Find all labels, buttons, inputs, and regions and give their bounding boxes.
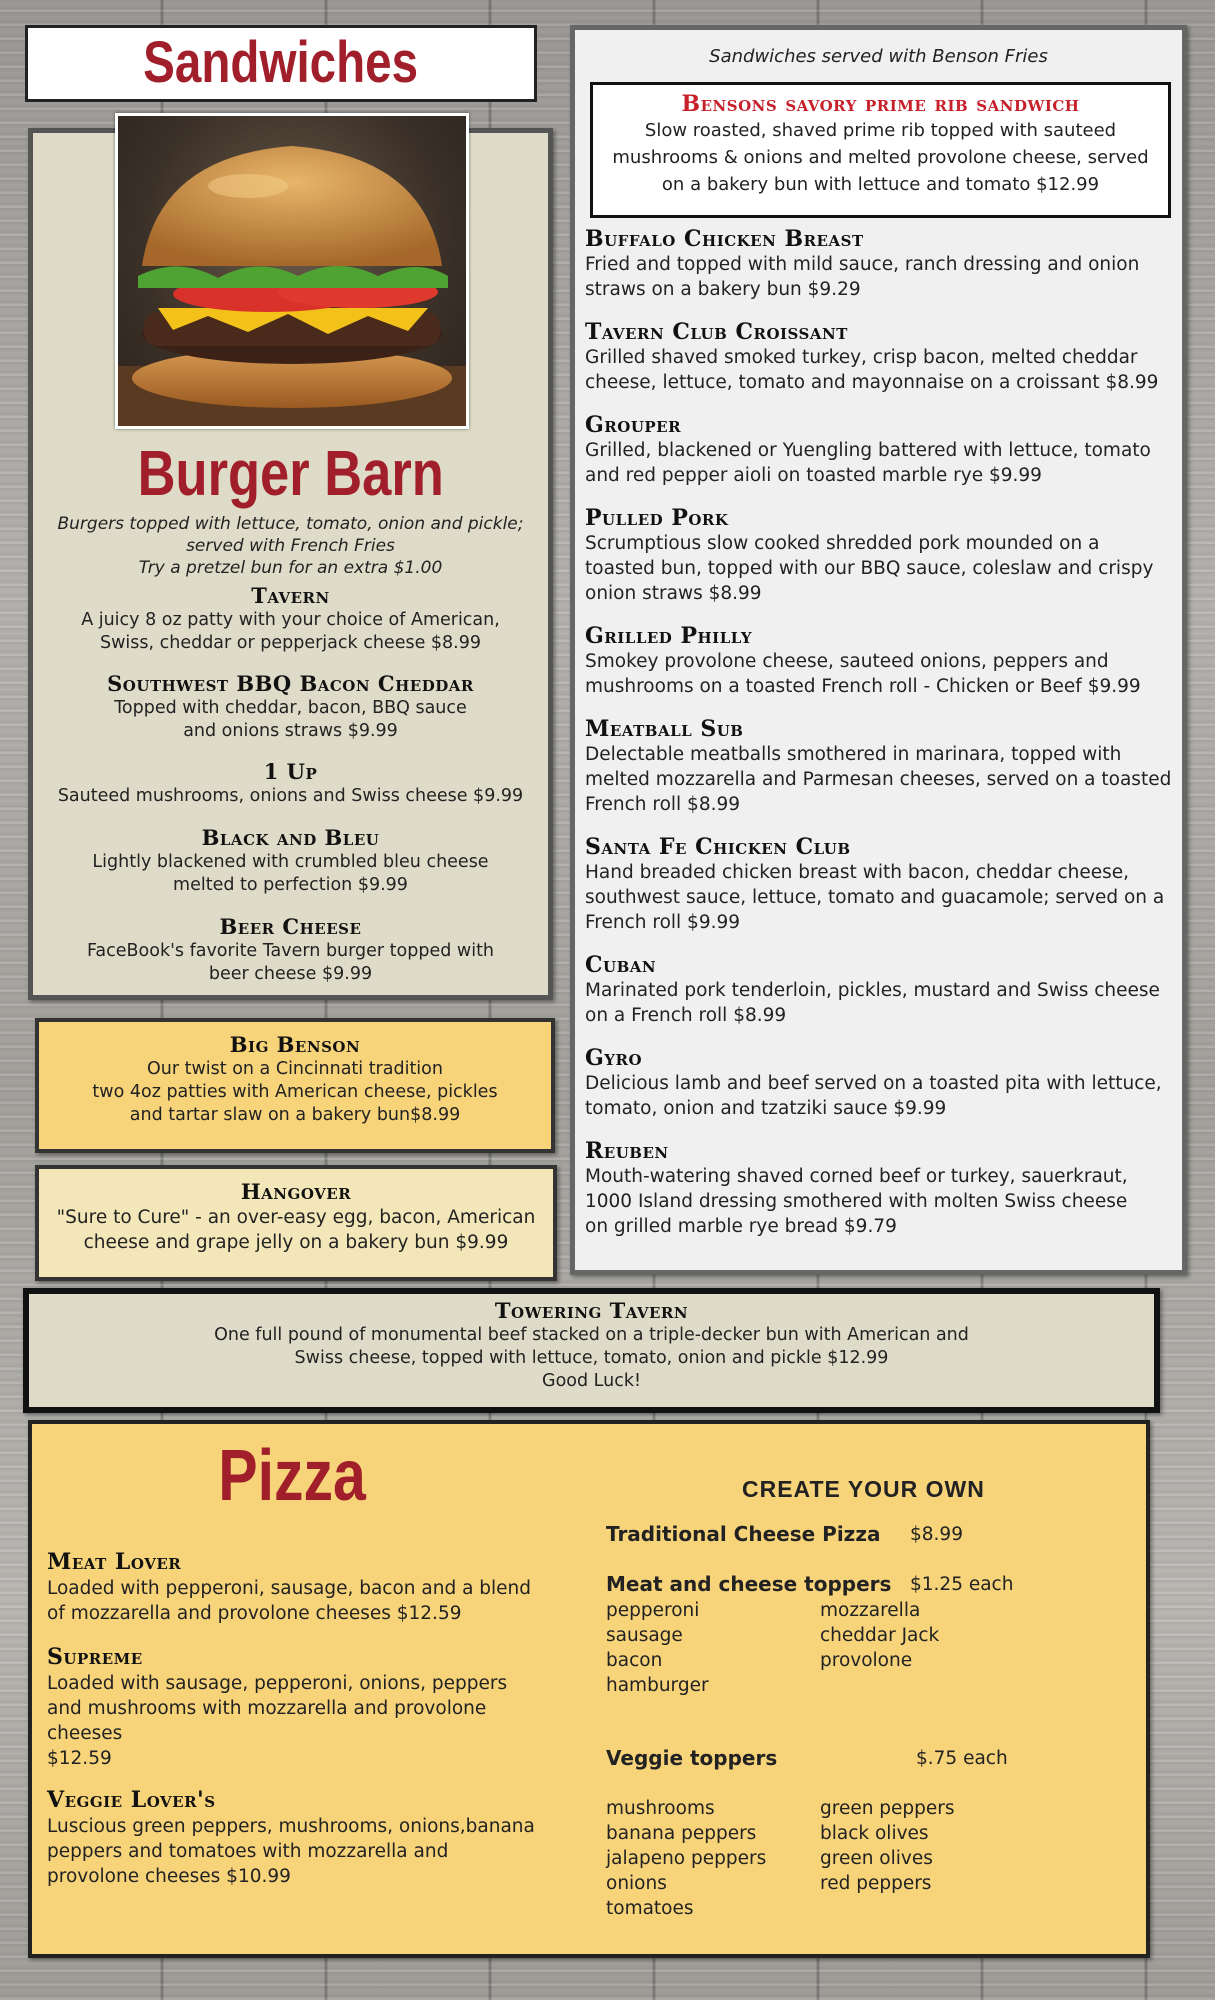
item-desc: mushrooms on a toasted French roll - Chicken or Beef $9.99	[585, 676, 1141, 697]
menu-item-tavern-club	[585, 319, 1180, 395]
item-name: Meat Lover	[47, 1549, 182, 1575]
item-desc: Sauteed mushrooms, onions and Swiss cheese $9.99	[57, 786, 524, 806]
item-desc: Scrumptious slow cooked shredded pork mounded on a	[585, 533, 1100, 554]
menu-item-buffalo-chicken	[585, 226, 1180, 302]
item-desc: onion straws $8.99	[585, 583, 762, 604]
item-desc: two 4oz patties with American cheese, pickles	[92, 1082, 498, 1102]
item-name: Bensons savory prime rib sandwich	[681, 91, 1080, 117]
intro-line: served with French Fries	[186, 536, 395, 556]
item-desc: Topped with cheddar, bacon, BBQ sauce	[114, 698, 467, 718]
item-desc: Mouth-watering shaved corned beef or turkey, sauerkraut,	[585, 1166, 1128, 1187]
item-desc: FaceBook's favorite Tavern burger topped with	[86, 941, 495, 961]
topping: mushrooms	[606, 1798, 715, 1819]
item-desc	[593, 117, 1168, 198]
item-desc: Smokey provolone cheese, sauteed onions, peppers and	[585, 651, 1109, 672]
item-desc: $12.59	[47, 1748, 112, 1769]
topping: black olives	[820, 1823, 929, 1844]
veggie-toppers-label: Veggie toppers	[606, 1746, 778, 1770]
traditional-price: $8.99	[910, 1524, 963, 1545]
item-desc: Luscious green peppers, mushrooms, onions,banana	[47, 1816, 535, 1837]
item-desc: Grilled, blackened or Yuengling battered with lettuce, tomato	[585, 440, 1151, 461]
sandwiches-title: Sandwiches	[143, 30, 419, 95]
item-desc: tomato, onion and tzatziki sauce $9.99	[585, 1098, 947, 1119]
menu-item-meatball-sub	[585, 716, 1180, 817]
item-desc: straws on a bakery bun $9.29	[585, 279, 861, 300]
item-desc: Delicious lamb and beef served on a toasted pita with lettuce,	[585, 1073, 1162, 1094]
topping: jalapeno peppers	[606, 1848, 767, 1869]
topping: bacon	[606, 1650, 663, 1671]
item-desc: 1000 Island dressing smothered with molten Swiss cheese	[585, 1191, 1128, 1212]
pizza-item-supreme	[47, 1643, 567, 1771]
item-desc: and red pepper aioli on toasted marble rye $9.99	[585, 465, 1042, 486]
item-desc: One full pound of monumental beef stacked on a triple-decker bun with American and	[214, 1325, 969, 1345]
menu-item-beer-cheese	[33, 914, 548, 986]
item-desc: Delectable meatballs smothered in marinara, topped with	[585, 744, 1122, 765]
intro-line: Try a pretzel bun for an extra $1.00	[138, 558, 443, 578]
item-desc: Lightly blackened with crumbled bleu cheese	[92, 852, 489, 872]
item-desc: French roll $8.99	[585, 794, 741, 815]
served-note: Sandwiches served with Benson Fries	[709, 46, 1048, 67]
intro-line: Burgers topped with lettuce, tomato, onion and pickle;	[57, 514, 524, 534]
item-name: Hangover	[240, 1179, 352, 1204]
item-desc: Fried and topped with mild sauce, ranch dressing and onion	[585, 254, 1140, 275]
topping: onions	[606, 1873, 667, 1894]
meat-toppers-label: Meat and cheese toppers	[606, 1572, 892, 1596]
sandwiches-title-box	[25, 25, 537, 102]
item-name: Grilled Philly	[585, 623, 753, 649]
menu-item-grilled-philly	[585, 623, 1180, 699]
meat-toppers-list-2	[820, 1598, 939, 1673]
burger-barn-panel	[28, 128, 553, 1000]
item-name: Santa Fe Chicken Club	[585, 834, 851, 860]
item-name: Veggie Lover's	[47, 1787, 216, 1813]
menu-item-grouper	[585, 412, 1180, 488]
menu-item-1-up	[33, 759, 548, 808]
meat-toppers-list-1	[606, 1598, 709, 1698]
item-desc: Loaded with pepperoni, sausage, bacon and a blend	[47, 1578, 532, 1599]
desc-line: mushrooms & onions and melted provolone cheese, served	[612, 147, 1149, 168]
item-name: Tavern	[251, 583, 330, 608]
pizza-item-meat-lover	[47, 1548, 567, 1626]
item-desc: Marinated pork tenderloin, pickles, mustard and Swiss cheese	[585, 980, 1160, 1001]
menu-item-southwest-bbq	[33, 671, 548, 743]
item-desc: and onions straws $9.99	[183, 721, 398, 741]
item-name: Tavern Club Croissant	[585, 319, 848, 345]
pizza-title-wrap	[202, 1434, 382, 1518]
menu-item-reuben	[585, 1138, 1180, 1239]
item-name: Cuban	[585, 952, 657, 978]
desc-line: Slow roasted, shaved prime rib topped with sauteed	[644, 120, 1117, 141]
menu-item-tavern	[33, 583, 548, 655]
item-desc: southwest sauce, lettuce, tomato and guacamole; served on a	[585, 887, 1165, 908]
pizza-item-veggie-lover	[47, 1786, 567, 1889]
topping: banana peppers	[606, 1823, 757, 1844]
item-name: 1 Up	[263, 759, 318, 784]
burger-barn-title: Burger Barn	[137, 437, 444, 509]
prime-rib-box	[590, 82, 1171, 218]
item-desc: melted mozzarella and Parmesan cheeses, served on a toasted	[585, 769, 1172, 790]
item-name: Meatball Sub	[585, 716, 744, 742]
item-desc: toasted bun, topped with our BBQ sauce, coleslaw and crispy	[585, 558, 1154, 579]
burger-photo	[115, 113, 469, 429]
item-desc: Good Luck!	[542, 1371, 641, 1391]
item-name: Beer Cheese	[219, 914, 362, 939]
item-desc: Swiss cheese, topped with lettuce, tomato, onion and pickle $12.99	[294, 1348, 889, 1368]
create-your-own-heading: CREATE YOUR OWN	[742, 1476, 985, 1502]
veggie-toppers-list-1	[606, 1796, 766, 1921]
item-desc: Swiss, cheddar or pepperjack cheese $8.99	[99, 633, 482, 653]
topping: green olives	[820, 1848, 933, 1869]
item-name: Pulled Pork	[585, 505, 729, 531]
item-desc: cheese and grape jelly on a bakery bun $9.99	[83, 1232, 509, 1253]
topping: red peppers	[820, 1873, 932, 1894]
burger-barn-title-wrap	[33, 435, 548, 511]
desc-line: on a bakery bun with lettuce and tomato $12.99	[661, 174, 1100, 195]
item-desc: on grilled marble rye bread $9.79	[585, 1216, 897, 1237]
item-desc: cheeses	[47, 1723, 123, 1744]
item-desc: Our twist on a Cincinnati tradition	[147, 1059, 443, 1079]
item-name: Grouper	[585, 412, 682, 438]
menu-item-cuban	[585, 952, 1180, 1028]
menu-item-black-and-bleu	[33, 825, 548, 897]
item-desc: Hand breaded chicken breast with bacon, cheddar cheese,	[585, 862, 1130, 883]
topping: pepperoni	[606, 1600, 700, 1621]
item-desc: "Sure to Cure" - an over-easy egg, bacon, American	[56, 1207, 536, 1228]
towering-tavern-box	[23, 1288, 1160, 1413]
topping: hamburger	[606, 1675, 709, 1696]
item-desc: A juicy 8 oz patty with your choice of American,	[81, 610, 500, 630]
traditional-label: Traditional Cheese Pizza	[606, 1522, 881, 1546]
item-desc: and tartar slaw on a bakery bun$8.99	[129, 1105, 461, 1125]
item-desc: Loaded with sausage, pepperoni, onions, peppers	[47, 1673, 508, 1694]
pizza-panel	[28, 1420, 1150, 1958]
item-name: Towering Tavern	[494, 1298, 689, 1323]
topping: green peppers	[820, 1798, 955, 1819]
item-name: Southwest BBQ Bacon Cheddar	[107, 671, 474, 696]
hangover-box	[35, 1165, 557, 1281]
item-desc: provolone cheeses $10.99	[47, 1866, 291, 1887]
big-benson-box	[35, 1018, 555, 1153]
item-desc: beer cheese $9.99	[208, 964, 373, 984]
item-desc: on a French roll $8.99	[585, 1005, 787, 1026]
sandwich-list-panel	[570, 25, 1187, 1275]
item-desc: melted to perfection $9.99	[173, 875, 408, 895]
pizza-title: Pizza	[218, 1436, 366, 1516]
item-name: Supreme	[47, 1644, 143, 1670]
menu-item-pulled-pork	[585, 505, 1180, 606]
item-desc: Grilled shaved smoked turkey, crisp bacon, melted cheddar	[585, 347, 1138, 368]
item-name: Reuben	[585, 1138, 669, 1164]
burger-barn-intro	[33, 513, 548, 579]
item-name: Black and Bleu	[201, 825, 380, 850]
veggie-toppers-list-2	[820, 1796, 955, 1896]
meat-toppers-price: $1.25 each	[910, 1574, 1014, 1595]
item-desc: of mozzarella and provolone cheeses $12.59	[47, 1603, 462, 1624]
item-name: Big Benson	[229, 1032, 361, 1057]
topping: tomatoes	[606, 1898, 694, 1919]
topping: mozzarella	[820, 1600, 921, 1621]
item-desc: French roll $9.99	[585, 912, 741, 933]
item-name: Gyro	[585, 1045, 643, 1071]
topping: cheddar Jack	[820, 1625, 940, 1646]
item-name: Buffalo Chicken Breast	[585, 226, 864, 252]
item-desc: cheese, lettuce, tomato and mayonnaise on a croissant $8.99	[585, 372, 1159, 393]
topping: sausage	[606, 1625, 683, 1646]
burger-image-icon	[118, 116, 466, 426]
topping: provolone	[820, 1650, 913, 1671]
menu-item-gyro	[585, 1045, 1180, 1121]
veggie-toppers-price: $.75 each	[916, 1748, 1008, 1769]
item-desc: and mushrooms with mozzarella and provolone	[47, 1698, 487, 1719]
item-desc: peppers and tomatoes with mozzarella and	[47, 1841, 449, 1862]
menu-item-santa-fe-chicken	[585, 834, 1180, 935]
